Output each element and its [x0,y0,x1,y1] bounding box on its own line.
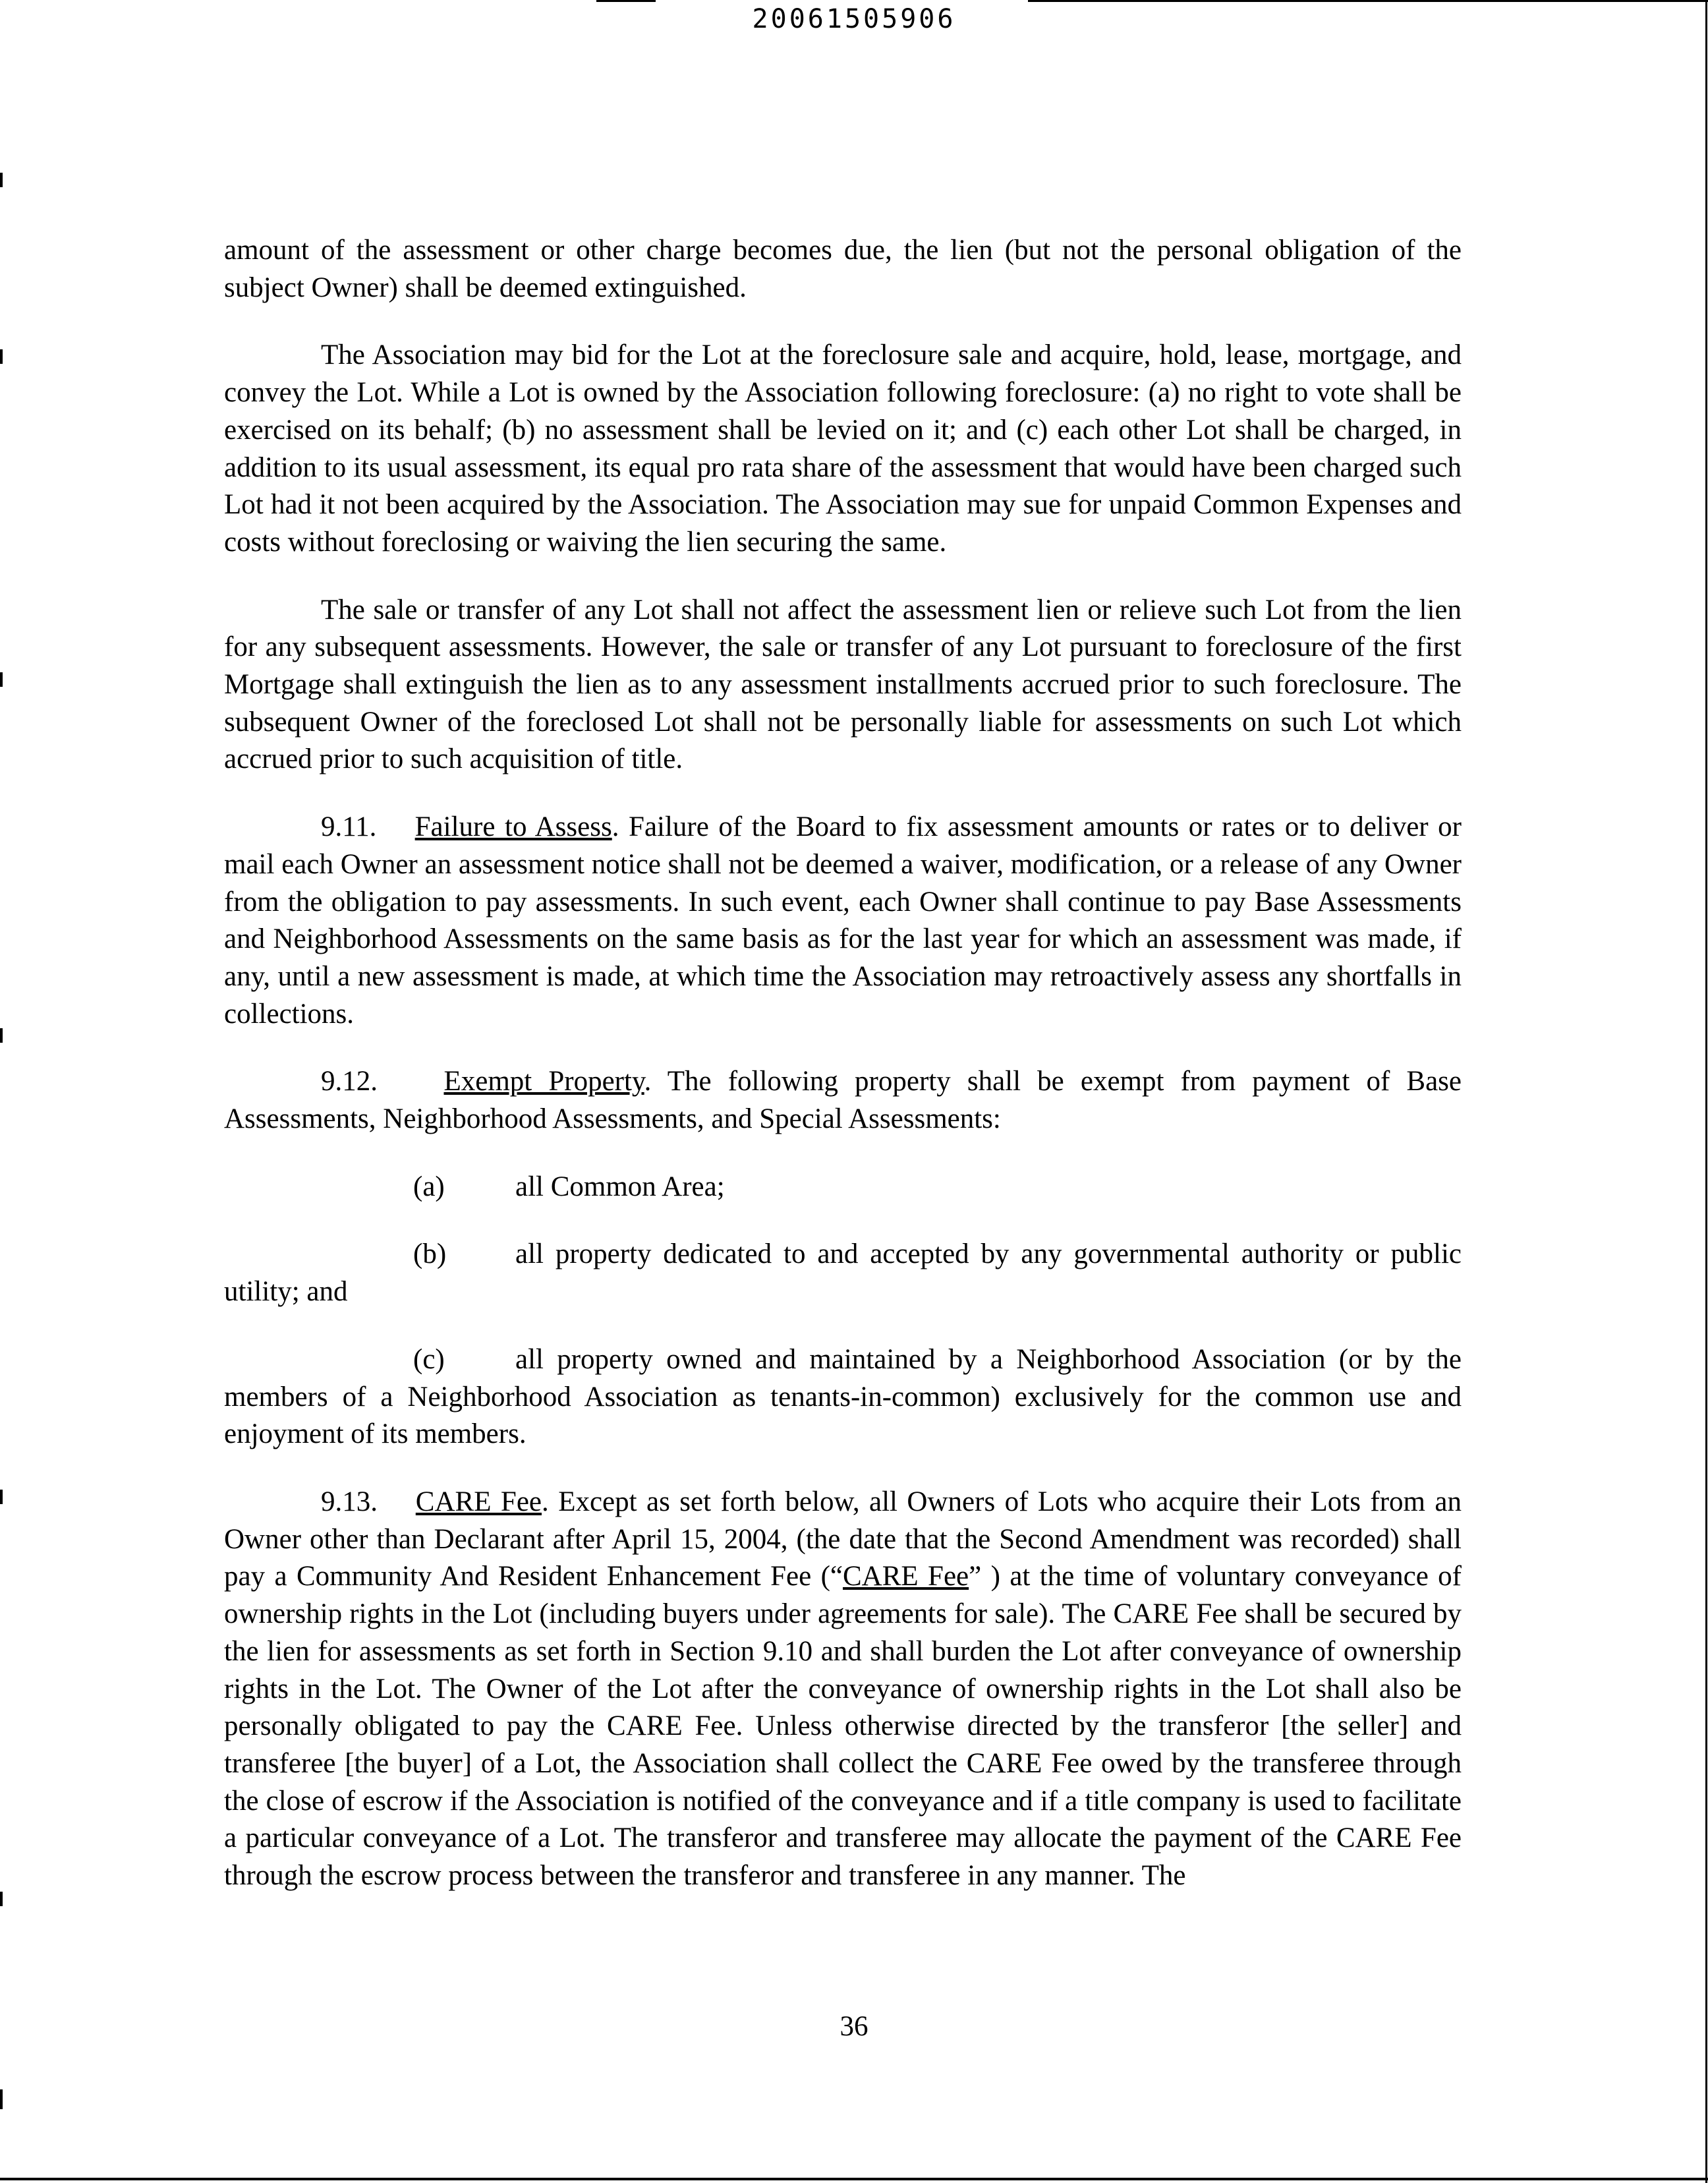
exempt-item-a [224,1169,1462,1206]
document-number: 20061505906 [752,4,956,34]
section-number: 9.12. [321,1066,378,1097]
section-title: Failure to Assess [414,811,612,843]
item-text: all property owned and maintained by a Neighborhood Association (or by the members of a Neighborhood Association as tenants-in-common) exclusively for the common use and enjoyment of its members. [224,1343,1462,1450]
exempt-item-b [224,1236,1462,1310]
section-number: 9.11. [321,811,377,843]
page-number: 36 [840,2011,868,2042]
exempt-item-c [224,1341,1462,1453]
section-title: Exempt Property [443,1066,644,1097]
top-rule-right [1028,0,1708,2]
section-text: . The following property shall be exempt from payment of Base Assessments, Neighborhood Assessments, and Special Assessments: [224,1066,1462,1135]
scan-edge-mark [0,1892,3,1906]
section-9-11 [224,809,1462,1033]
section-9-12 [224,1063,1462,1138]
right-edge-rule [1705,0,1707,2183]
section-number: 9.13. [321,1486,378,1517]
scan-edge-mark [0,2089,3,2109]
item-text: all property dedicated to and accepted by any governmental authority or public utility; and [224,1238,1462,1308]
section-text: . Failure of the Board to fix assessment amounts or rates or to deliver or mail each Owner an assessment notice shall not be deemed a waiver, modification, or a release of any Owner from the obligation to pay assessments. In such event, each Owner shall continue to pay Base Assessments and Neighborhood Assessments on the same basis as for the last year for which an assessment was made, if any, until a new assessment is made, at which time the Association may retroactively assess any shortfalls in collections. [224,811,1462,1030]
scan-edge-mark [0,672,3,687]
paragraph-sale-transfer: The sale or transfer of any Lot shall not affect the assessment lien or relieve such Lot from the lien for any subsequent assessments. However, the sale or transfer of any Lot pursuant to foreclosure of the first Mortgage shall extinguish the lien as to any assessment installments accrued prior to such foreclosure. The subsequent Owner of the foreclosed Lot shall not be personally liable for assessments on such Lot which accrued prior to such acquisition of title. [224,594,1462,775]
section-text: . Except as set forth below, all Owners of Lots who acquire their Lots from an Owner other than Declarant after April 15, 2004, (the date that the Second Amendment was recorded) shall pay a Community And Resident Enhancement Fee (“ [224,1486,1462,1592]
top-rule-left [596,0,656,2]
item-label: (b) [413,1238,447,1270]
section-text-continued: ” ) at the time of voluntary conveyance of ownership rights in the Lot (including buyers under agreements for sale). The CARE Fee shall be secured by the lien for assessments as set forth in Section 9.10 and shall burden the Lot after conveyance of ownership rights in the Lot. The Owner of the Lot after the conveyance of ownership rights in the Lot shall also be personally obligated to pay the CARE Fee. Unless otherwise directed by the transferor [the seller] and transferee [the buyer] of a Lot, the Association shall collect the CARE Fee owed by the transferee through the close of escrow if the Association is notified of the conveyance and if a title company is used to facilitate a particular conveyance of a Lot. The transferor and transferee may allocate the payment of the CARE Fee through the escrow process between the transferor and transferee in any manner. The [224,1561,1462,1892]
item-text: all Common Area; [515,1171,725,1202]
scan-edge-mark [0,1028,3,1043]
defined-term: CARE Fee [842,1561,969,1592]
scan-edge-mark [0,173,3,187]
scan-edge-mark [0,349,3,364]
scan-edge-mark [0,1490,3,1504]
section-9-13 [224,1484,1462,1895]
paragraph-association-bid: The Association may bid for the Lot at the foreclosure sale and acquire, hold, lease, mortgage, and convey the Lot. While a Lot is owned by the Association following foreclosure: (a) no right to vote shall be exercised on its behalf; (b) no assessment shall be levied on it; and (c) each other Lot shall be charged, in addition to its usual assessment, its equal pro rata share of the assessment that would have been charged such Lot had it not been acquired by the Association. The Association may sue for unpaid Common Expenses and costs without foreclosing or waiving the lien securing the same. [224,339,1462,558]
document-body [224,232,1462,1925]
section-title: CARE Fee [415,1486,542,1517]
item-label: (a) [413,1171,445,1202]
paragraph-lien-extinguished: amount of the assessment or other charge becomes due, the lien (but not the personal obligation of the subject Owner) shall be deemed extinguished. [224,235,1462,303]
bottom-edge-rule [0,2178,1708,2180]
item-label: (c) [413,1343,445,1375]
